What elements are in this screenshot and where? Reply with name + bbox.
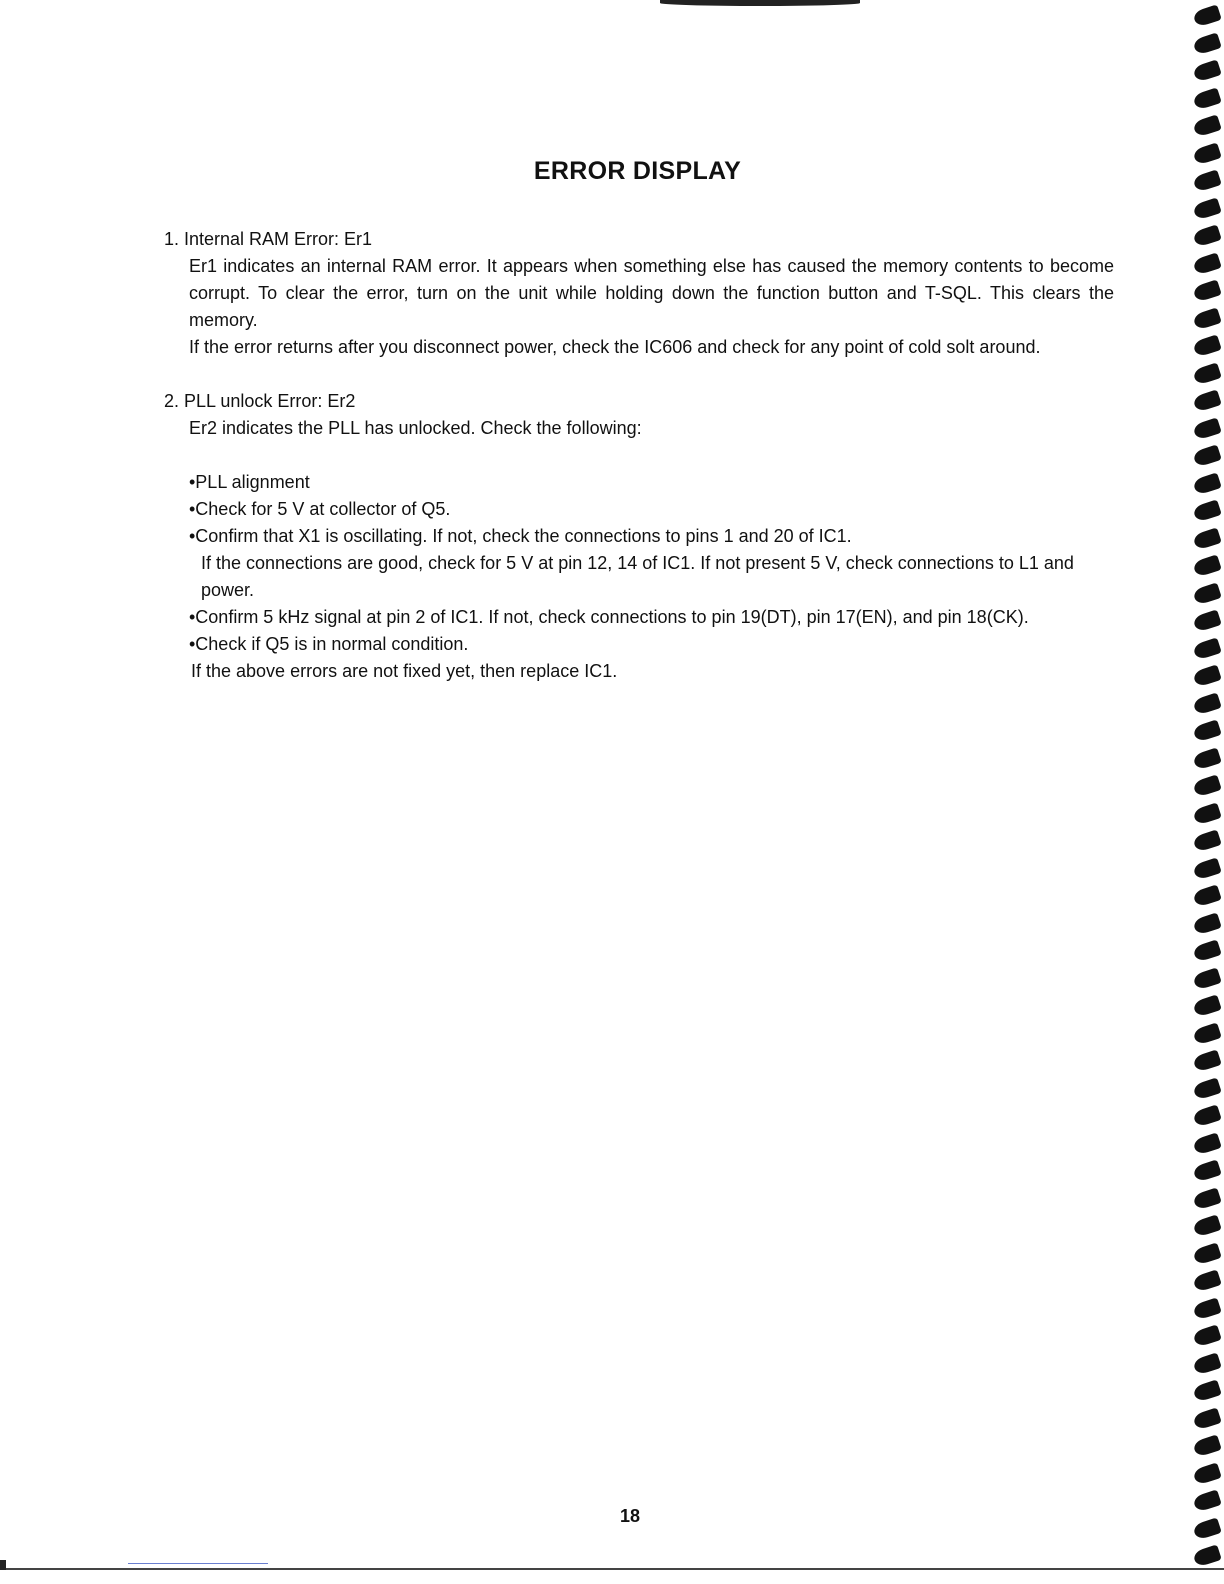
binder-hole-icon [1192,747,1222,770]
paragraph: Er2 indicates the PLL has unlocked. Check the following: [189,418,642,438]
binder-hole-icon [1192,527,1222,550]
list-item [189,496,1114,523]
list-item [189,523,1114,604]
list-item-text: •Check for 5 V at collector of Q5. [189,499,451,519]
binder-hole-icon [1192,609,1222,632]
binder-hole-icon [1192,1434,1222,1457]
binder-hole-icon [1192,444,1222,467]
binder-hole-icon [1192,719,1222,742]
scan-artifact-line [128,1563,268,1564]
binder-hole-icon [1192,32,1222,55]
binder-hole-icon [1192,829,1222,852]
binder-hole-icon [1192,1132,1222,1155]
binder-holes [1188,0,1224,1584]
binder-hole-icon [1192,664,1222,687]
page-title: ERROR DISPLAY [533,156,742,185]
binder-hole-icon [1192,417,1222,440]
binder-hole-icon [1192,637,1222,660]
binder-hole-icon [1192,4,1222,27]
binder-hole-icon [1192,87,1222,110]
binder-hole-icon [1192,857,1222,880]
list-item-text: •Check if Q5 is in normal condition. [189,634,469,654]
binder-hole-icon [1192,279,1222,302]
binder-hole-icon [1192,499,1222,522]
list-item-continuation: If the connections are good, check for 5 V at pin 12, 14 of IC1. If not present 5 V, check connections to L1 and power. [201,553,1074,600]
section-pll-error [164,388,1114,685]
document-body [164,226,1114,685]
list-item-text: •Confirm 5 kHz signal at pin 2 of IC1. If not, check connections to pin 19(DT), pin 17(EN), and pin 18(CK). [189,607,1029,627]
binder-hole-icon [1192,994,1222,1017]
binder-hole-icon [1192,1269,1222,1292]
closing-note: If the above errors are not fixed yet, then replace IC1. [191,661,618,681]
scan-shadow-top [660,0,860,6]
binder-hole-icon [1192,939,1222,962]
paragraph: If the error returns after you disconnect power, check the IC606 and check for any point of cold solt around. [189,337,1041,357]
binder-hole-icon [1192,362,1222,385]
binder-hole-icon [1192,1049,1222,1072]
binder-hole-icon [1192,472,1222,495]
binder-hole-icon [1192,114,1222,137]
binder-hole-icon [1192,884,1222,907]
list-item [189,469,1114,496]
binder-hole-icon [1192,1214,1222,1237]
binder-hole-icon [1192,1159,1222,1182]
section-heading: 1. Internal RAM Error: Er1 [164,229,373,249]
section-heading: 2. PLL unlock Error: Er2 [164,391,356,411]
binder-hole-icon [1192,1407,1222,1430]
binder-hole-icon [1192,1022,1222,1045]
binder-hole-icon [1192,692,1222,715]
paragraph: Er1 indicates an internal RAM error. It appears when something else has caused the memory contents to become corrupt. To clear the error, turn on the unit while holding down the function button and T-SQL. This clears the memory. [189,256,1114,330]
binder-hole-icon [1192,224,1222,247]
binder-hole-icon [1192,802,1222,825]
binder-hole-icon [1192,1187,1222,1210]
scan-bottom-edge [0,1568,1224,1570]
binder-hole-icon [1192,389,1222,412]
list-item [189,604,1114,631]
scan-corner-mark [0,1560,6,1570]
binder-hole-icon [1192,1242,1222,1265]
binder-hole-icon [1192,1297,1222,1320]
binder-hole-icon [1192,1324,1222,1347]
list-item [189,631,1114,658]
binder-hole-icon [1192,252,1222,275]
binder-hole-icon [1192,1462,1222,1485]
binder-hole-icon [1192,1544,1222,1567]
binder-hole-icon [1192,1077,1222,1100]
binder-hole-icon [1192,1104,1222,1127]
page-number: 18 [619,1506,641,1526]
binder-hole-icon [1192,334,1222,357]
list-item-text: •Confirm that X1 is oscillating. If not, check the connections to pins 1 and 20 of IC1. [189,526,852,546]
binder-hole-icon [1192,912,1222,935]
binder-hole-icon [1192,1379,1222,1402]
checklist [189,469,1114,685]
binder-hole-icon [1192,967,1222,990]
binder-hole-icon [1192,59,1222,82]
binder-hole-icon [1192,554,1222,577]
binder-hole-icon [1192,1352,1222,1375]
binder-hole-icon [1192,307,1222,330]
section-ram-error [164,226,1114,361]
binder-hole-icon [1192,774,1222,797]
binder-hole-icon [1192,582,1222,605]
binder-hole-icon [1192,197,1222,220]
list-item-text: •PLL alignment [189,472,310,492]
